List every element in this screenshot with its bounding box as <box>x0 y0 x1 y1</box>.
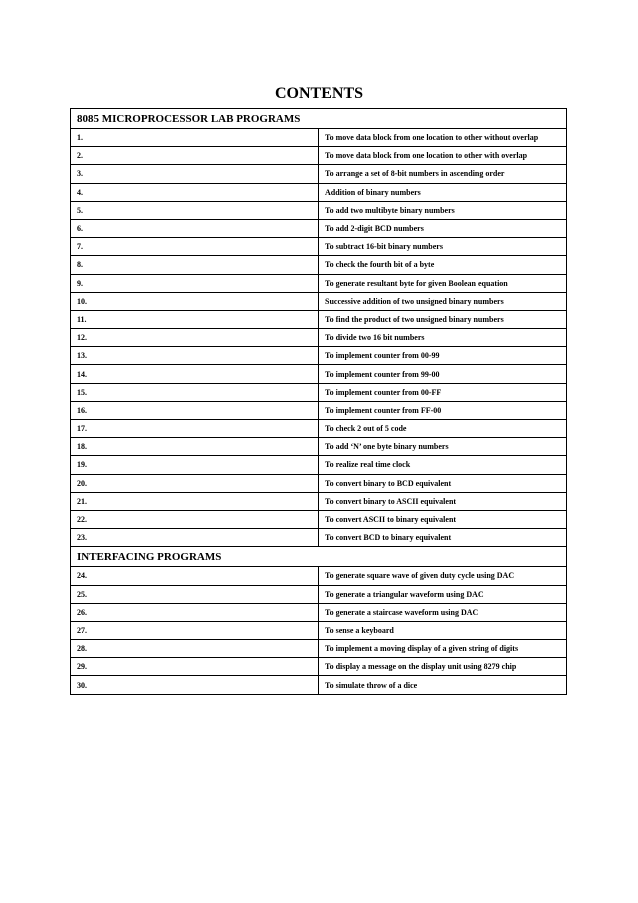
program-number: 30. <box>71 676 319 694</box>
program-number: 28. <box>71 640 319 658</box>
program-title: To convert ASCII to binary equivalent <box>319 510 567 528</box>
program-number: 4. <box>71 183 319 201</box>
program-number: 22. <box>71 510 319 528</box>
table-row <box>71 383 567 401</box>
program-title: To implement counter from FF-00 <box>319 401 567 419</box>
program-title: To convert binary to BCD equivalent <box>319 474 567 492</box>
program-number: 25. <box>71 585 319 603</box>
program-number: 17. <box>71 420 319 438</box>
program-number: 9. <box>71 274 319 292</box>
program-number: 10. <box>71 292 319 310</box>
program-number: 8. <box>71 256 319 274</box>
program-title: To generate a staircase waveform using DAC <box>319 603 567 621</box>
program-number: 6. <box>71 219 319 237</box>
table-row <box>71 238 567 256</box>
program-number: 27. <box>71 621 319 639</box>
page-title: CONTENTS <box>274 85 364 102</box>
table-row <box>71 529 567 547</box>
program-title: To add ‘N’ one byte binary numbers <box>319 438 567 456</box>
program-number: 19. <box>71 456 319 474</box>
program-number: 12. <box>71 329 319 347</box>
program-title: To check the fourth bit of a byte <box>319 256 567 274</box>
table-row <box>71 165 567 183</box>
program-number: 3. <box>71 165 319 183</box>
program-title: To move data block from one location to other with overlap <box>319 147 567 165</box>
table-row <box>71 310 567 328</box>
program-title: To divide two 16 bit numbers <box>319 329 567 347</box>
table-row <box>71 420 567 438</box>
table-row <box>71 256 567 274</box>
table-row <box>71 438 567 456</box>
table-row <box>71 621 567 639</box>
table-row <box>71 658 567 676</box>
table-row <box>71 147 567 165</box>
table-row <box>71 585 567 603</box>
table-row <box>71 129 567 147</box>
program-title: To check 2 out of 5 code <box>319 420 567 438</box>
table-row <box>71 292 567 310</box>
table-row <box>71 474 567 492</box>
program-title: To implement a moving display of a given string of digits <box>319 640 567 658</box>
section-heading-row <box>71 547 567 567</box>
program-title: To realize real time clock <box>319 456 567 474</box>
program-number: 23. <box>71 529 319 547</box>
program-title: To move data block from one location to other without overlap <box>319 129 567 147</box>
program-title: To implement counter from 99-00 <box>319 365 567 383</box>
table-row <box>71 492 567 510</box>
table-row <box>71 603 567 621</box>
program-title: To display a message on the display unit using 8279 chip <box>319 658 567 676</box>
program-title: Successive addition of two unsigned binary numbers <box>319 292 567 310</box>
program-title: To implement counter from 00-99 <box>319 347 567 365</box>
program-number: 15. <box>71 383 319 401</box>
table-row <box>71 365 567 383</box>
program-title: To find the product of two unsigned binary numbers <box>319 310 567 328</box>
contents-table-body <box>71 109 567 695</box>
section-heading: 8085 MICROPROCESSOR LAB PROGRAMS <box>71 109 567 129</box>
table-row <box>71 567 567 585</box>
table-row <box>71 347 567 365</box>
section-heading: INTERFACING PROGRAMS <box>71 547 567 567</box>
program-title: To sense a keyboard <box>319 621 567 639</box>
program-number: 7. <box>71 238 319 256</box>
program-title: Addition of binary numbers <box>319 183 567 201</box>
program-title: To arrange a set of 8-bit numbers in ascending order <box>319 165 567 183</box>
program-number: 26. <box>71 603 319 621</box>
program-title: To add two multibyte binary numbers <box>319 201 567 219</box>
program-title: To add 2-digit BCD numbers <box>319 219 567 237</box>
section-heading-row <box>71 109 567 129</box>
program-number: 18. <box>71 438 319 456</box>
program-title: To generate a triangular waveform using DAC <box>319 585 567 603</box>
program-number: 20. <box>71 474 319 492</box>
program-number: 16. <box>71 401 319 419</box>
contents-table <box>70 108 567 695</box>
program-number: 21. <box>71 492 319 510</box>
program-number: 29. <box>71 658 319 676</box>
program-number: 11. <box>71 310 319 328</box>
program-number: 1. <box>71 129 319 147</box>
table-row <box>71 401 567 419</box>
table-row <box>71 640 567 658</box>
program-title: To generate resultant byte for given Boolean equation <box>319 274 567 292</box>
table-row <box>71 183 567 201</box>
program-title: To convert binary to ASCII equivalent <box>319 492 567 510</box>
program-title: To implement counter from 00-FF <box>319 383 567 401</box>
program-title: To subtract 16-bit binary numbers <box>319 238 567 256</box>
program-title: To convert BCD to binary equivalent <box>319 529 567 547</box>
program-number: 2. <box>71 147 319 165</box>
program-title: To generate square wave of given duty cycle using DAC <box>319 567 567 585</box>
program-number: 13. <box>71 347 319 365</box>
program-number: 5. <box>71 201 319 219</box>
program-number: 14. <box>71 365 319 383</box>
table-row <box>71 201 567 219</box>
table-row <box>71 274 567 292</box>
table-row <box>71 456 567 474</box>
program-title: To simulate throw of a dice <box>319 676 567 694</box>
table-row <box>71 329 567 347</box>
table-row <box>71 219 567 237</box>
table-row <box>71 510 567 528</box>
program-number: 24. <box>71 567 319 585</box>
table-row <box>71 676 567 694</box>
